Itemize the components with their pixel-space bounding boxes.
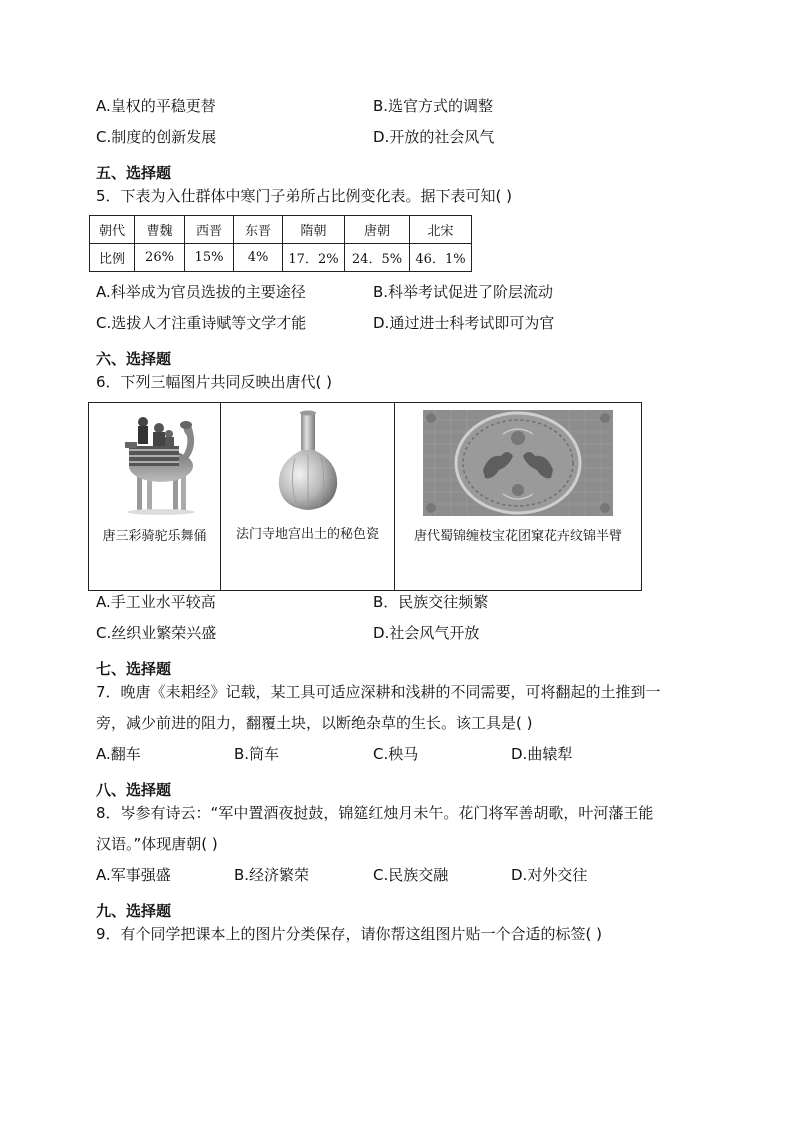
q7-stem-line-1: 7．晚唐《耒耜经》记载，某工具可适应深耕和浅耕的不同需要，可将翻起的土推到一: [96, 683, 661, 701]
table-cell: 曹魏: [135, 216, 185, 244]
shu-brocade-textile-image: [423, 410, 613, 516]
q4-option-b: B.选官方式的调整: [373, 97, 494, 115]
table-cell: 26%: [135, 244, 185, 272]
table-cell: 24．5%: [345, 244, 410, 272]
table-cell: 4%: [234, 244, 283, 272]
q5-option-c: C.选拔人才注重诗赋等文学才能: [96, 314, 307, 332]
q9-stem: 9．有个同学把课本上的图片分类保存，请你帮这组图片贴一个合适的标签( ): [96, 925, 603, 943]
q5-ratio-table: [89, 215, 472, 272]
q7-stem-line-2: 旁，减少前进的阻力，翻覆土块，以断绝杂草的生长。该工具是( ): [96, 714, 533, 732]
q5-option-b: B.科举考试促进了阶层流动: [373, 283, 554, 301]
q6-option-c: C.丝织业繁荣兴盛: [96, 624, 217, 642]
q8-stem-line-2: 汉语。”体现唐朝( ): [96, 835, 218, 853]
table-header-row: [90, 216, 472, 244]
q4-option-a: A.皇权的平稳更替: [96, 97, 216, 115]
table-cell: 唐朝: [345, 216, 410, 244]
image-cell-camel: [89, 403, 221, 591]
q5-option-d: D.通过进士科考试即可为官: [373, 314, 555, 332]
table-cell: 46．1%: [410, 244, 472, 272]
q5-heading: 五、选择题: [96, 164, 172, 182]
tricolor-camel-figurine-image: [107, 408, 203, 516]
table-cell: 西晋: [185, 216, 234, 244]
q8-option-a: A.军事强盛: [96, 866, 171, 884]
table-cell: 朝代: [90, 216, 135, 244]
q8-stem-line-1: 8．岑参有诗云：“军中置酒夜挝鼓，锦筵红烛月未午。花门将军善胡歌，叶河藩王能: [96, 804, 654, 822]
q7-option-b: B.筒车: [234, 745, 280, 763]
q8-option-d: D.对外交往: [511, 866, 588, 884]
q7-heading: 七、选择题: [96, 660, 172, 678]
image-cell-brocade: [395, 403, 642, 591]
q5-option-a: A.科举成为官员选拔的主要途径: [96, 283, 306, 301]
q7-option-a: A.翻车: [96, 745, 141, 763]
q8-option-c: C.民族交融: [373, 866, 449, 884]
q6-stem: 6．下列三幅图片共同反映出唐代( ): [96, 373, 333, 391]
q6-caption-1: 唐三彩骑驼乐舞俑: [102, 529, 207, 544]
q5-stem: 5．下表为入仕群体中寒门子弟所占比例变化表。据下表可知( ): [96, 187, 513, 205]
q6-option-a: A.手工业水平较高: [96, 593, 216, 611]
q7-option-c: C.秧马: [373, 745, 419, 763]
q4-option-c: C.制度的创新发展: [96, 128, 217, 146]
q6-caption-3: 唐代蜀锦缠枝宝花团窠花卉纹锦半臂: [413, 529, 622, 544]
q7-option-d: D.曲辕犁: [511, 745, 573, 763]
table-cell: 比例: [90, 244, 135, 272]
table-cell: 15%: [185, 244, 234, 272]
q8-heading: 八、选择题: [96, 781, 172, 799]
q6-heading: 六、选择题: [96, 350, 172, 368]
q9-heading: 九、选择题: [96, 902, 172, 920]
table-cell: 17．2%: [283, 244, 345, 272]
q6-image-table: [88, 402, 642, 591]
q8-option-b: B.经济繁荣: [234, 866, 310, 884]
q6-option-d: D.社会风气开放: [373, 624, 480, 642]
image-cell-vase: [221, 403, 395, 591]
celadon-vase-image: [273, 410, 343, 514]
table-cell: 隋朝: [283, 216, 345, 244]
table-cell: 东晋: [234, 216, 283, 244]
table-cell: 北宋: [410, 216, 472, 244]
q6-caption-2: 法门寺地宫出土的秘色瓷: [235, 527, 379, 542]
q4-option-d: D.开放的社会风气: [373, 128, 495, 146]
q6-option-b: B．民族交往频繁: [373, 593, 489, 611]
table-row: [90, 244, 472, 272]
